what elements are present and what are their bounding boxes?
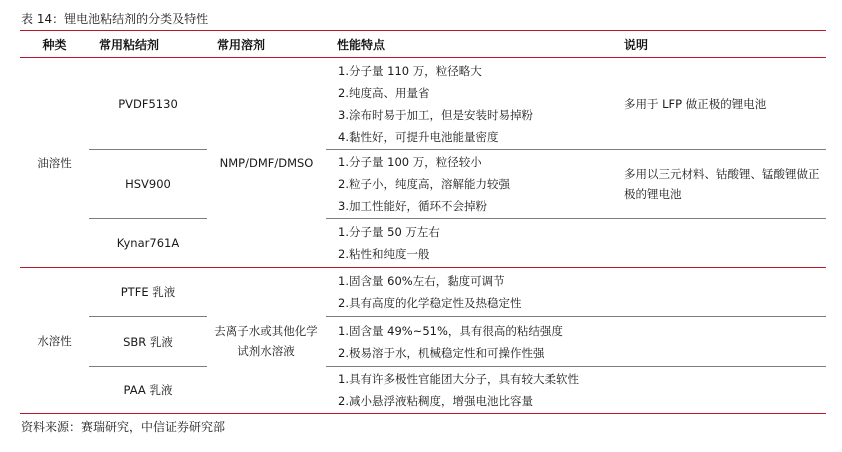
feature-line: 1.固含量 49%~51%，具有很高的粘结强度: [338, 323, 563, 338]
note-pvdf5130: 多用于 LFP 做正极的锂电池: [624, 96, 767, 111]
features-pvdf5130: [338, 58, 618, 149]
binder-ptfe: PTFE 乳液: [120, 285, 176, 299]
binder-hsv900: HSV900: [125, 177, 171, 191]
feature-line: 2.粒子小，纯度高，溶解能力较强: [338, 177, 510, 191]
feature-line: 2.极易溶于水，机械稳定性和可操作性强: [338, 345, 545, 360]
header-solvent: 常用溶剂: [217, 37, 266, 52]
features-ptfe: [338, 268, 618, 316]
header-binder: 常用粘结剂: [99, 37, 160, 52]
feature-line: 3.涂布时易于加工，但是安装时易掉粉: [338, 107, 533, 122]
feature-line: 1.分子量 50 万左右: [338, 225, 440, 239]
binder-paa: PAA 乳液: [123, 383, 173, 397]
features-paa: [338, 367, 618, 413]
header-notes: 说明: [624, 37, 649, 52]
group-oil-soluble: 油溶性: [37, 155, 72, 170]
binder-pvdf5130: PVDF5130: [118, 96, 178, 111]
feature-line: 1.具有许多极性官能团大分子，具有较大柔软性: [338, 372, 579, 386]
feature-line: 2.纯度高、用量省: [338, 85, 430, 100]
source-footnote: 资料来源：赛瑞研究，中信证券研究部: [21, 420, 226, 434]
feature-line: 1.分子量 110 万，粒径略大: [338, 63, 482, 78]
solvent-water-soluble: 去离子水或其他化学试剂水溶液: [214, 323, 318, 358]
feature-line: 2.减小悬浮液粘稠度，增强电池比容量: [338, 394, 533, 408]
features-hsv900: [338, 150, 618, 218]
binder-sbr: SBR 乳液: [123, 334, 173, 349]
binder-kynar761a: Kynar761A: [116, 236, 180, 250]
header-features: 性能特点: [337, 37, 386, 52]
features-kynar761a: [338, 219, 618, 267]
group-water-soluble: 水溶性: [37, 333, 72, 348]
feature-line: 3.加工性能好，循环不会掉粉: [338, 199, 487, 213]
feature-line: 2.具有高度的化学稳定性及热稳定性: [338, 296, 522, 310]
feature-line: 2.粘性和纯度一般: [338, 247, 430, 261]
feature-line: 1.固含量 60%左右，黏度可调节: [338, 274, 505, 288]
solvent-oil-soluble: NMP/DMF/DMSO: [219, 155, 314, 170]
note-hsv900: 多用以三元材料、钴酸锂、锰酸锂做正极的锂电池: [624, 167, 820, 201]
header-type: 种类: [42, 37, 67, 52]
table-bottom-rule: [20, 413, 826, 414]
table-title: 表 14：锂电池粘结剂的分类及特性: [21, 12, 209, 26]
feature-line: 1.分子量 100 万，粒径较小: [338, 155, 482, 169]
features-sbr: [338, 317, 618, 366]
feature-line: 4.黏性好，可提升电池能量密度: [338, 129, 499, 144]
